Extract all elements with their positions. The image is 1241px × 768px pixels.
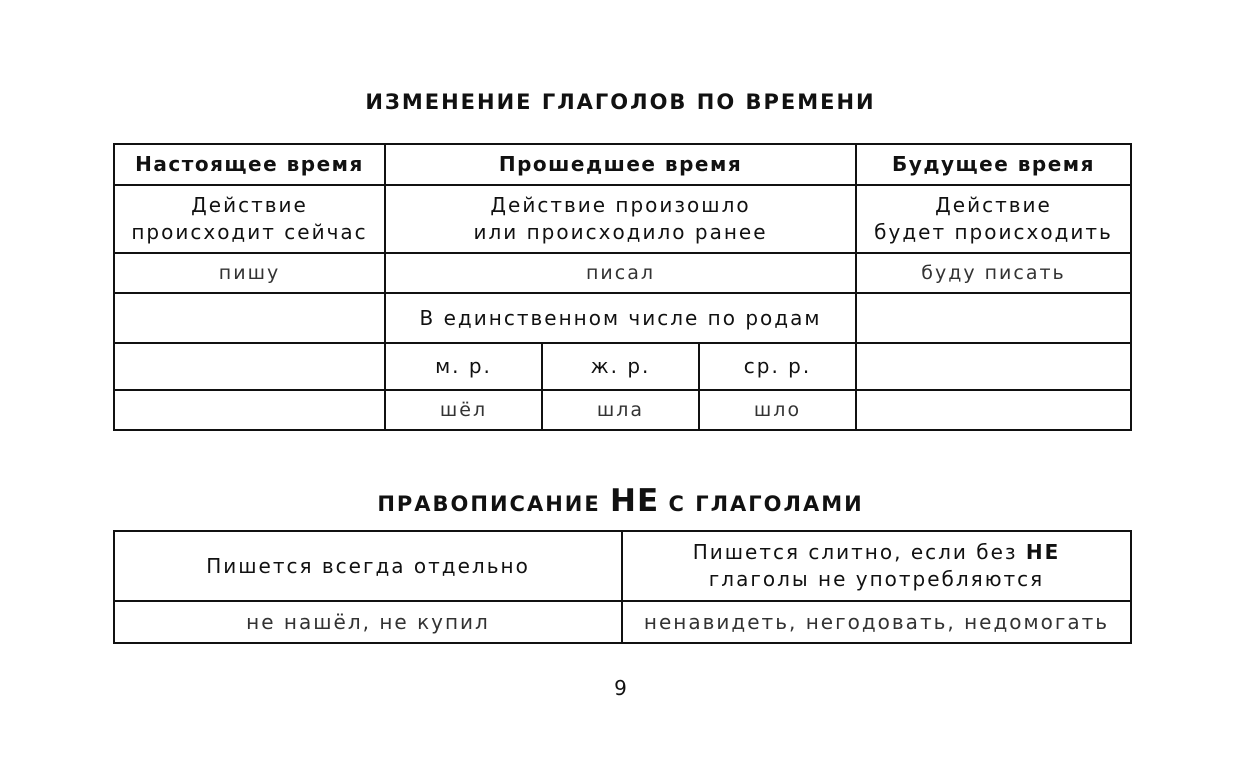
header-separate: Пишется всегда отдельно [114,531,622,601]
example-together: ненавидеть, негодовать, недомогать [622,601,1131,643]
gender-example-feminine: шла [542,390,699,430]
desc-future-line1: Действие [935,193,1052,217]
desc-present [114,185,385,253]
header-together-text: Пишется слитно, если без [692,540,1018,564]
example-future: буду писать [856,253,1131,293]
header-past-tense: Прошедшее время [385,144,856,185]
example-present: пишу [114,253,385,293]
header-present-tense: Настоящее время [114,144,385,185]
title2-after: С ГЛАГОЛАМИ [668,492,864,516]
gender-example-masculine: шёл [385,390,542,430]
header-together-line2: глаголы не употребляются [708,567,1045,591]
desc-future [856,185,1131,253]
ne-spelling-table [113,530,1132,644]
table-row-descriptions [114,185,1131,253]
table-row-headers [114,144,1131,185]
desc-present-line2: происходит сейчас [131,220,368,244]
table-row-examples [114,253,1131,293]
gender-neuter: ср. р. [699,343,856,390]
example-separate: не нашёл, не купил [114,601,622,643]
title2-ne: НЕ [610,483,660,519]
gender-masculine: м. р. [385,343,542,390]
desc-future-line2: будет происходить [874,220,1113,244]
desc-past-line1: Действие произошло [490,193,751,217]
table-row-genders [114,343,1131,390]
section-title-ne-with-verbs [0,483,1241,519]
desc-past [385,185,856,253]
table-row-singular [114,293,1131,343]
header-together-ne: НЕ [1025,540,1061,564]
title2-before: ПРАВОПИСАНИЕ [377,492,601,516]
singular-by-gender: В единственном числе по родам [385,293,856,343]
table-row-headers [114,531,1131,601]
desc-past-line2: или происходило ранее [473,220,768,244]
empty-cell [856,343,1131,390]
example-past: писал [385,253,856,293]
verb-tense-table [113,143,1132,431]
empty-cell [856,390,1131,430]
empty-cell [856,293,1131,343]
empty-cell [114,343,385,390]
page-number: 9 [614,676,627,700]
header-together-line1 [627,539,1126,566]
gender-example-neuter: шло [699,390,856,430]
header-together [622,531,1131,601]
section-title-verb-tense: ИЗМЕНЕНИЕ ГЛАГОЛОВ ПО ВРЕМЕНИ [365,90,876,114]
header-future-tense: Будущее время [856,144,1131,185]
desc-present-line1: Действие [191,193,308,217]
empty-cell [114,390,385,430]
gender-feminine: ж. р. [542,343,699,390]
table-row-gender-examples [114,390,1131,430]
table-row-examples [114,601,1131,643]
empty-cell [114,293,385,343]
